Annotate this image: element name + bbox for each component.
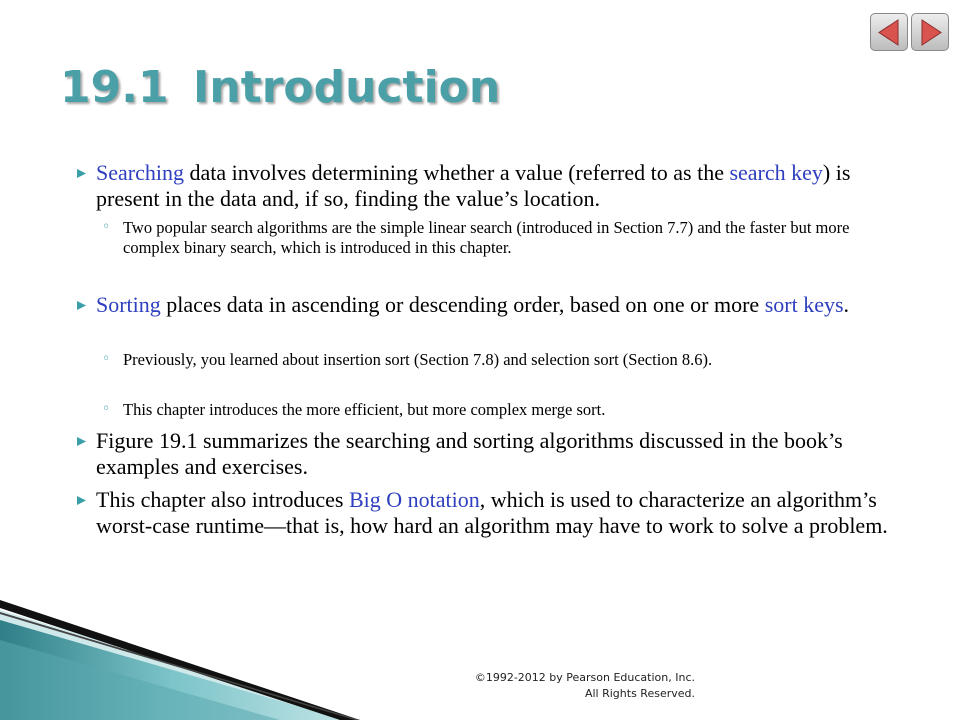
bullet-sorting bbox=[96, 292, 916, 318]
bullet-text: data involves determining whether a value (referred to as the bbox=[183, 160, 730, 185]
sub-bullet-merge-sort bbox=[102, 400, 893, 420]
sub-bullet-search-algorithms bbox=[102, 218, 893, 257]
copyright-footer bbox=[430, 670, 695, 702]
bullet-searching bbox=[96, 160, 916, 212]
term-search-key: search key bbox=[729, 160, 823, 185]
copyright-line: ©1992-2012 by Pearson Education, Inc. bbox=[474, 671, 695, 684]
rights-line: All Rights Reserved. bbox=[584, 687, 695, 700]
bullet-text: places data in ascending or descending order, based on one or more bbox=[160, 292, 765, 317]
bullet-text: Figure 19.1 summarizes the searching and sorting algorithms discussed in the book’s examples and exercises. bbox=[96, 428, 843, 479]
ring-bullet-icon: ◦ bbox=[102, 401, 111, 417]
term-searching: Searching bbox=[96, 160, 184, 185]
term-sorting: Sorting bbox=[96, 292, 161, 317]
bullet-text: This chapter also introduces bbox=[96, 487, 349, 512]
bullet-text: . bbox=[843, 292, 850, 317]
term-sort-keys: sort keys bbox=[764, 292, 844, 317]
sub-bullet-text: Previously, you learned about insertion sort (Section 7.8) and selection sort (Section 8.6). bbox=[123, 350, 713, 369]
ring-bullet-icon: ◦ bbox=[102, 219, 111, 235]
sub-bullet-text: This chapter introduces the more efficient, but more complex merge sort. bbox=[123, 400, 606, 419]
section-title: Introduction bbox=[193, 62, 501, 113]
sub-bullet-text: Two popular search algorithms are the simple linear search (introduced in Section 7.7) and the faster but more complex binary search, which is introduced in this chapter. bbox=[123, 218, 850, 257]
bullet-text: , which is used to characterize an algorithm’s worst-case runtime—that is, how hard an algorithm may have to work to solve a problem. bbox=[96, 487, 888, 538]
bullet-figure-summary bbox=[96, 428, 916, 480]
bullet-text: ) is present in the data and, if so, finding the value’s location. bbox=[96, 160, 851, 211]
arrow-bullet-icon bbox=[77, 169, 86, 178]
arrow-bullet-icon bbox=[77, 496, 86, 505]
section-number: 19.1 bbox=[60, 62, 169, 113]
bullet-big-o bbox=[96, 487, 916, 539]
term-big-o-notation: Big O notation bbox=[348, 487, 480, 512]
ring-bullet-icon: ◦ bbox=[102, 351, 111, 367]
sub-bullet-previous-sorts bbox=[102, 350, 893, 370]
arrow-bullet-icon bbox=[77, 437, 86, 446]
arrow-bullet-icon bbox=[77, 301, 86, 310]
